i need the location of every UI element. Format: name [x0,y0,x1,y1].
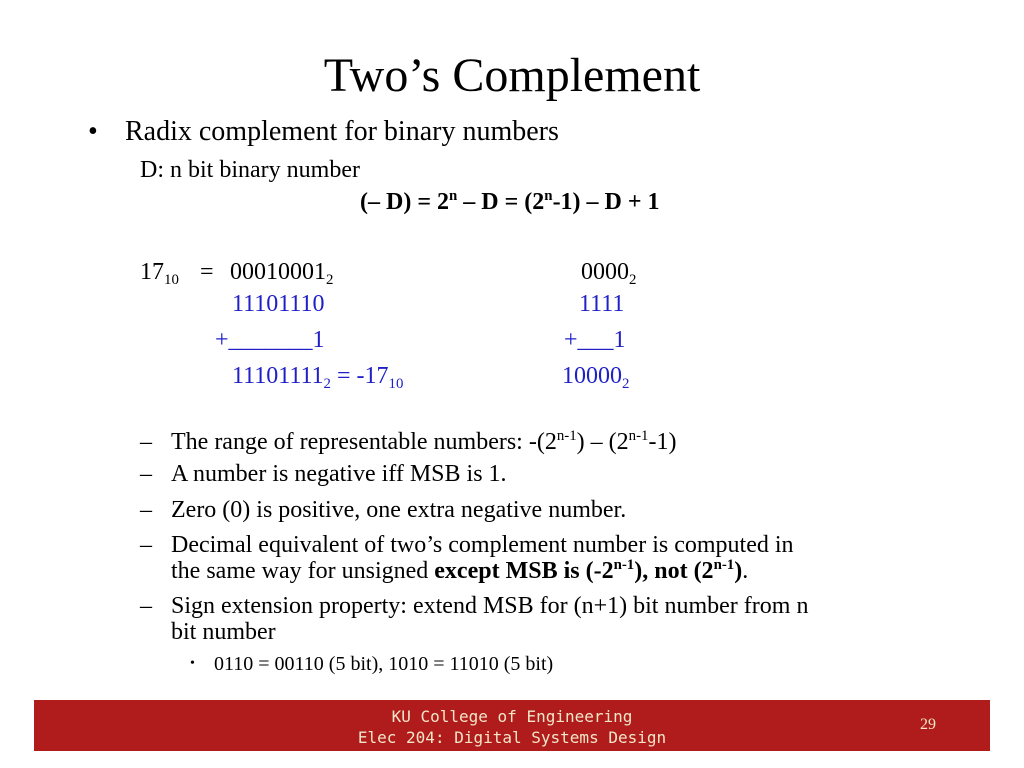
text-part: -1) [648,429,677,455]
text-part: the same way for unsigned [171,558,435,584]
base-subscript: 2 [323,376,331,393]
list-item-text: A number is negative iff MSB is 1. [171,461,507,487]
plus-sign: + [564,327,578,353]
list-item-text: Sign extension property: extend MSB for (n+1) bit number from n [171,593,809,619]
example-left-add-line [215,326,325,354]
footer-institution: KU College of Engineering [391,707,633,726]
footer-text [34,706,990,748]
formula-part: – D = (2 [457,189,545,215]
formula-part: (– D) = 2 [360,189,449,215]
result-decimal: = -17 [330,363,389,389]
slide-title: Two’s Complement [323,49,701,102]
list-item-text: Decimal equivalent of two’s complement number is computed in [171,532,794,558]
example-right-inverted: 1111 [579,291,625,317]
example-right-number [581,258,637,289]
list-item-text-continued [171,559,748,583]
main-bullet [88,116,559,148]
base-subscript: 2 [622,376,630,393]
bold-text: ), not (2 [634,558,714,584]
result-value: 11101111 [232,363,324,389]
equals-sign: = [200,259,214,285]
example-left-binary [230,258,334,289]
base-subscript: 10 [388,376,404,393]
example-left-number [140,258,179,289]
dash-marker: – [140,497,152,523]
dash-marker: – [140,593,152,619]
bold-text: except MSB is (-2 [434,558,614,584]
dash-marker: – [140,532,152,558]
superscript: n-1 [556,428,577,445]
plus-sign: + [215,327,229,353]
list-item-text [171,430,676,454]
sub-bullet-text: 0110 = 00110 (5 bit), 1010 = 11010 (5 bit) [214,653,554,675]
formula-sup: n [449,188,458,205]
formula-part: -1) – D + 1 [552,189,660,215]
footer-course: Elec 204: Digital Systems Design [357,728,667,747]
text-part: ) – (2 [576,429,629,455]
definition-text: D: n bit binary number [140,157,360,183]
base-subscript: 10 [164,272,179,289]
example-right-add-line [564,326,626,354]
binary-value: 0000 [581,259,629,285]
bold-text: ) [734,558,743,584]
main-bullet-text: Radix complement for binary numbers [125,116,559,147]
add-one: 1 [312,327,325,353]
list-item-text: Zero (0) is positive, one extra negative number. [171,497,627,523]
formula [360,188,660,216]
base-subscript: 2 [326,272,334,289]
page-number: 29 [920,716,936,733]
add-underline: _______ [228,327,313,353]
superscript: n-1 [613,557,635,574]
result-value: 10000 [562,363,622,389]
add-underline: ___ [577,327,614,353]
superscript: n-1 [713,557,735,574]
decimal-value: 17 [140,259,164,285]
sub-bullet-marker: • [190,656,195,671]
superscript: n-1 [628,428,649,445]
example-left-inverted: 11101110 [232,291,325,317]
footer-bar [34,700,990,751]
text-part: . [742,558,749,584]
add-one: 1 [613,327,626,353]
dash-marker: – [140,461,152,487]
example-left-result [232,362,404,393]
text-part: The range of representable numbers: -(2 [171,429,557,455]
bullet-marker: • [88,116,98,147]
binary-value: 00010001 [230,259,326,285]
base-subscript: 2 [629,272,637,289]
dash-marker: – [140,429,152,455]
list-item-text-continued: bit number [171,619,276,645]
formula-sup: n [544,188,553,205]
example-right-result [562,362,630,393]
